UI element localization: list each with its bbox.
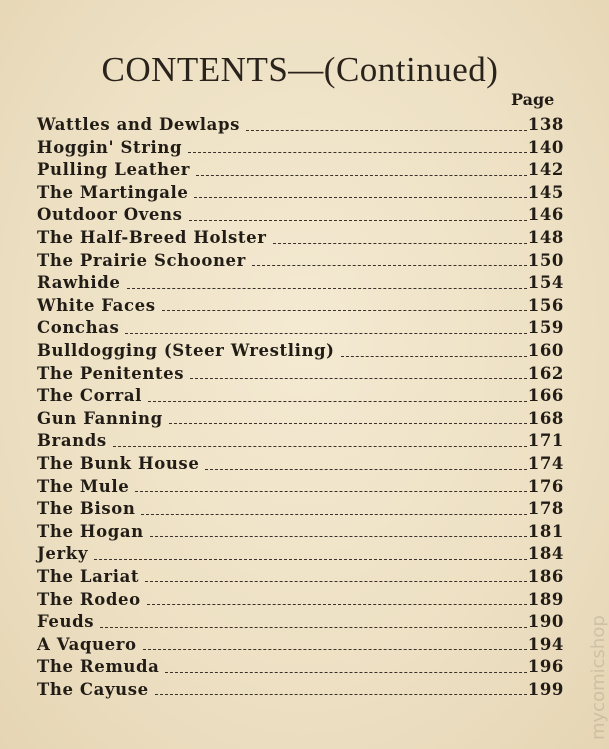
toc-entry-title: The Penitentes <box>37 363 185 383</box>
toc-entry <box>37 608 564 631</box>
toc-entry <box>37 563 564 586</box>
toc-entry-page: 156 <box>527 295 564 315</box>
dot-leader <box>143 649 527 650</box>
page-title: CONTENTS—(Continued) <box>101 50 499 89</box>
dot-leader <box>165 672 526 673</box>
toc-entry <box>37 540 564 563</box>
dot-leader <box>141 514 526 515</box>
toc-entry <box>37 495 564 518</box>
toc-entry-page: 159 <box>527 318 564 338</box>
toc-entry-title: White Faces <box>37 295 156 315</box>
toc-entry <box>37 382 564 405</box>
toc-entry-page: 199 <box>527 679 564 699</box>
toc-entry <box>37 653 564 676</box>
toc-entry <box>37 360 564 383</box>
toc-entry-title: Feuds <box>37 612 95 632</box>
watermark-text: mycomicshop <box>588 615 609 740</box>
toc-entry-page: 138 <box>527 115 564 135</box>
toc-entry-title: Bulldogging (Steer Wrestling) <box>37 341 335 361</box>
dot-leader <box>196 175 527 176</box>
toc-entry <box>37 337 564 360</box>
toc-entry-page: 178 <box>527 499 564 519</box>
dot-leader <box>246 130 527 131</box>
toc-entry-title: The Corral <box>37 386 142 406</box>
toc-entry <box>37 269 564 292</box>
dot-leader <box>162 310 527 311</box>
dot-leader <box>100 627 527 628</box>
toc-entry-title: Pulling Leather <box>37 160 191 180</box>
toc-entry-page: 154 <box>527 273 564 293</box>
dot-leader <box>150 536 527 537</box>
toc-entry <box>37 134 564 157</box>
toc-entry-title: Conchas <box>37 318 120 338</box>
toc-entry <box>37 156 564 179</box>
dot-leader <box>148 401 527 402</box>
toc-entry-page: 176 <box>527 476 564 496</box>
toc-entry <box>37 676 564 699</box>
toc-entry <box>37 179 564 202</box>
toc-entry-title: The Lariat <box>37 566 140 586</box>
toc-entry-title: The Cayuse <box>37 679 149 699</box>
toc-entry <box>37 585 564 608</box>
toc-entry-title: Gun Fanning <box>37 408 163 428</box>
dot-leader <box>194 197 526 198</box>
watermark <box>568 560 609 745</box>
dot-leader <box>155 694 527 695</box>
toc-entry-page: 186 <box>527 566 564 586</box>
toc-entry-page: 184 <box>527 544 564 564</box>
dot-leader <box>147 604 527 605</box>
toc-entry <box>37 631 564 654</box>
dot-leader <box>169 423 527 424</box>
dot-leader <box>94 559 527 560</box>
toc-entry-page: 196 <box>527 657 564 677</box>
dot-leader <box>252 265 527 266</box>
toc-entry-title: The Bunk House <box>37 454 200 473</box>
toc-entry-title: Brands <box>37 431 107 451</box>
dot-leader <box>113 446 527 447</box>
toc-entry <box>37 518 564 541</box>
toc-entry-title: Jerky <box>37 544 89 564</box>
toc-entry-title: The Remuda <box>37 657 160 677</box>
toc-entry-title: A Vaquero <box>37 634 137 654</box>
dot-leader <box>189 220 527 221</box>
page-column-header: Page <box>511 90 555 109</box>
toc-entry-title: The Bison <box>37 499 136 519</box>
toc-entry-title: The Half-Breed Holster <box>37 228 267 248</box>
toc-entry-page: 162 <box>527 363 564 383</box>
toc-entry-title: The Martingale <box>37 182 189 202</box>
toc-entry <box>37 292 564 315</box>
toc-entry-page: 150 <box>527 250 564 270</box>
toc-entry-page: 174 <box>527 454 564 473</box>
dot-leader <box>135 491 526 492</box>
toc-entry-page: 160 <box>527 341 564 361</box>
toc-entry <box>37 314 564 337</box>
toc-entry <box>37 247 564 270</box>
dot-leader <box>125 333 526 334</box>
toc-entry-title: The Mule <box>37 476 130 496</box>
toc-entry-page: 146 <box>527 205 564 225</box>
toc-entry-page: 171 <box>527 431 564 451</box>
toc-entry-title: Rawhide <box>37 273 121 293</box>
toc-entry-page: 168 <box>527 408 564 428</box>
toc-entry <box>37 201 564 224</box>
toc-entry-page: 189 <box>527 589 564 609</box>
toc-entry <box>37 427 564 450</box>
toc-entry <box>37 111 564 134</box>
toc-entry-page: 145 <box>527 182 564 202</box>
toc-entry-title: Wattles and Dewlaps <box>37 115 240 135</box>
dot-leader <box>205 469 526 470</box>
dot-leader <box>273 243 527 244</box>
toc-entry-page: 142 <box>527 160 564 180</box>
toc-entry-page: 194 <box>527 634 564 654</box>
table-of-contents <box>37 111 564 698</box>
toc-entry-page: 166 <box>527 386 564 406</box>
toc-entry-page: 181 <box>527 521 564 541</box>
toc-entry <box>37 224 564 247</box>
toc-entry-title: Outdoor Ovens <box>37 205 183 225</box>
toc-entry <box>37 405 564 428</box>
toc-entry <box>37 473 564 496</box>
dot-leader <box>145 581 527 582</box>
dot-leader <box>341 356 527 357</box>
toc-entry <box>37 450 564 473</box>
toc-entry-page: 148 <box>527 228 564 248</box>
dot-leader <box>127 288 527 289</box>
toc-entry-title: The Rodeo <box>37 589 141 609</box>
toc-entry-page: 140 <box>527 137 564 157</box>
toc-entry-title: Hoggin' String <box>37 137 183 157</box>
toc-entry-title: The Prairie Schooner <box>37 250 246 270</box>
toc-entry-title: The Hogan <box>37 521 144 541</box>
dot-leader <box>188 152 527 153</box>
toc-entry-page: 190 <box>527 612 564 632</box>
dot-leader <box>190 378 527 379</box>
